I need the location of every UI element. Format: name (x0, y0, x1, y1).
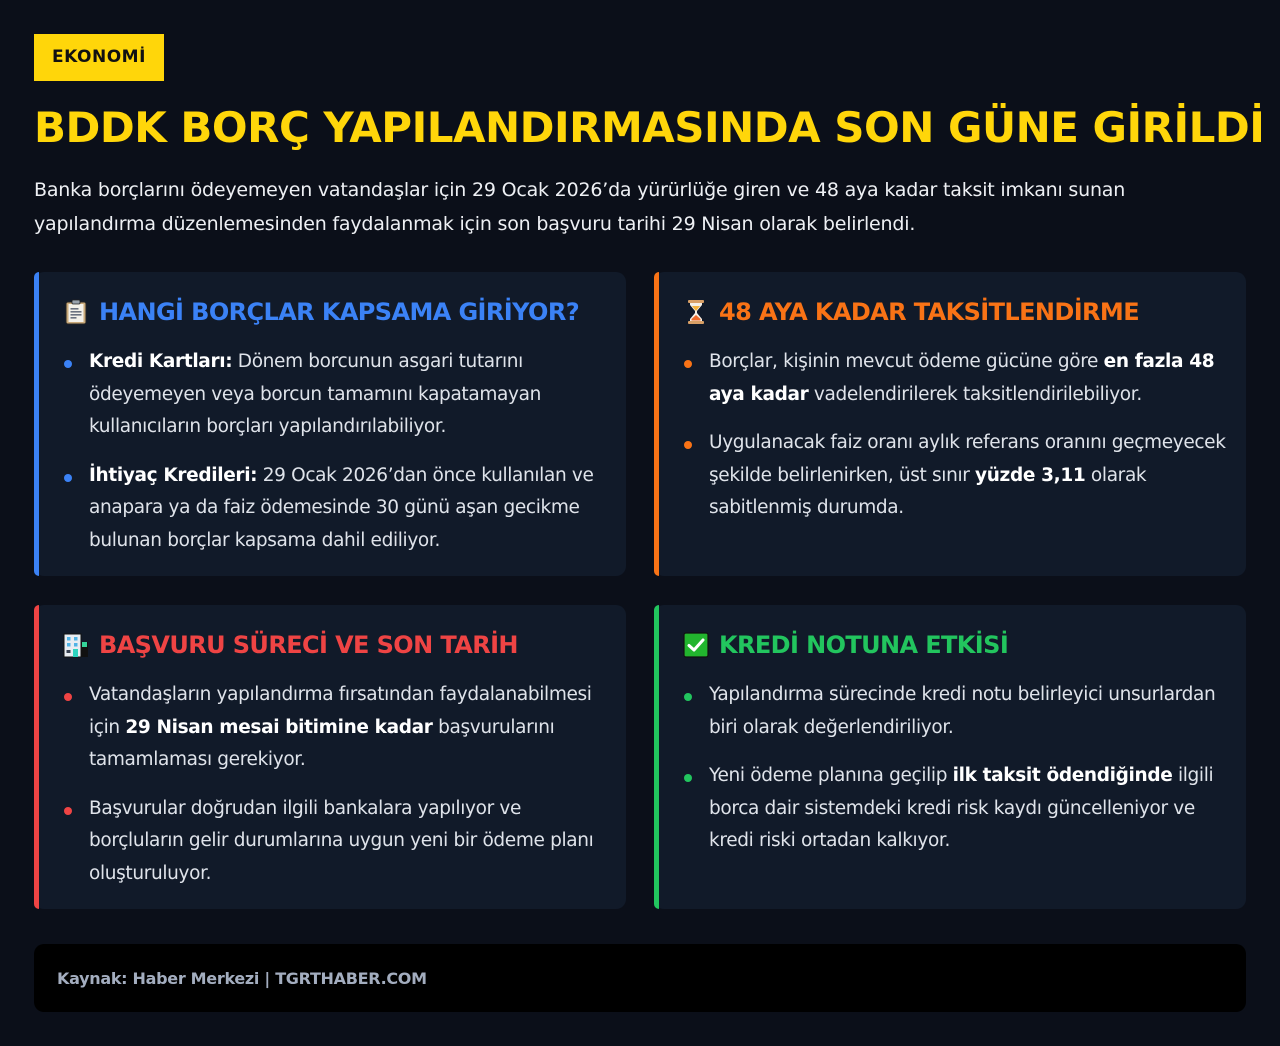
bullet-item (680, 760, 1226, 858)
bullet-text: Borçlar, kişinin mevcut ödeme gücüne göre (709, 351, 1104, 372)
source-credit: Kaynak: Haber Merkezi | TGRTHABER.COM (57, 968, 427, 988)
bank-building-icon (63, 632, 89, 658)
bullet-text: Dönem borcunun asgari tutarını ödeyemeyen veya borcun tamamını kapatamayan kullanıcıların borçları yapılandırılabiliyor. (89, 351, 541, 437)
bullet-item (60, 346, 606, 444)
bullet-item (680, 346, 1226, 411)
bullet-bold-text: İhtiyaç Kredileri: (89, 464, 258, 486)
source-footer (34, 944, 1246, 1012)
clipboard-icon (63, 299, 89, 325)
bullet-item (60, 793, 606, 891)
bullet-dot-icon (684, 693, 692, 701)
card-header (63, 294, 606, 330)
bullet-item (680, 427, 1226, 525)
check-mark-icon (683, 632, 709, 658)
bullet-list (60, 346, 606, 557)
bullet-text: olarak sabitlenmiş durumda. (709, 464, 1147, 518)
bullet-text: 29 Ocak 2026’dan önce kullanılan ve anapara ya da faiz ödemesinde 30 günü aşan gecikme bulunan borçlar kapsama dahil ediliyor. (89, 464, 594, 551)
card-installments (654, 272, 1246, 576)
bullet-text: Vatandaşların yapılandırma fırsatından faydalanabilmesi için (89, 684, 592, 738)
lead-paragraph: Banka borçlarını ödeyemeyen vatandaşlar için 29 Ocak 2026’da yürürlüğe giren ve 48 aya kadar taksit imkanı sunan yapılandırma düzenlemesinden faydalanmak için son başvuru tarihi 29 Nisan olarak belirlendi. (34, 179, 1126, 235)
bullet-text: başvurularını tamamlaması gerekiyor. (89, 716, 555, 770)
card-header (63, 627, 606, 663)
card-application-process (34, 605, 626, 909)
bullet-text: Başvurular doğrudan ilgili bankalara yapılıyor ve borçluların gelir durumlarına uygun yeni bir ödeme planı oluşturuluyor. (89, 797, 594, 884)
info-cards-grid (34, 272, 1246, 909)
bullet-list (680, 679, 1226, 858)
bullet-item (680, 679, 1226, 744)
bullet-dot-icon (684, 774, 692, 782)
bullet-text: Yapılandırma sürecinde kredi notu belirleyici unsurlardan biri olarak değerlendiriliyor. (709, 684, 1216, 738)
bullet-bold-text: ilk taksit ödendiğinde (952, 765, 1173, 786)
bullet-dot-icon (64, 693, 72, 701)
bullet-item (60, 460, 606, 558)
bullet-dot-icon (64, 474, 72, 482)
page-title: BDDK BORÇ YAPILANDIRMASINDA SON GÜNE GİRİLDİ (34, 103, 1265, 152)
bullet-text: ilgili borca dair sistemdeki kredi risk kaydı güncelleniyor ve kredi riski ortadan kalkıyor. (709, 765, 1214, 851)
bullet-text: vadelendirilerek taksitlendirilebiliyor. (808, 383, 1142, 405)
bullet-bold-text: 29 Nisan mesai bitimine kadar (125, 716, 433, 738)
category-badge: EKONOMİ (34, 34, 164, 81)
hourglass-icon (683, 299, 709, 325)
bullet-dot-icon (64, 807, 72, 815)
card-title: KREDİ NOTUNA ETKİSİ (719, 631, 1009, 659)
card-title: HANGİ BORÇLAR KAPSAMA GİRİYOR? (99, 298, 580, 326)
bullet-item (60, 679, 606, 777)
bullet-bold-text: yüzde 3,11 (975, 464, 1086, 486)
bullet-text: Uygulanacak faiz oranı aylık referans oranını geçmeyecek şekilde belirlenirken, üst sınır (709, 432, 1226, 486)
bullet-list (60, 679, 606, 890)
bullet-list (680, 346, 1226, 525)
bullet-text: Yeni ödeme planına geçilip (709, 765, 953, 786)
bullet-bold-text: Kredi Kartları: (89, 351, 233, 372)
card-header (683, 294, 1226, 330)
bullet-dot-icon (684, 441, 692, 449)
card-credit-score-effect (654, 605, 1246, 909)
card-covered-debts (34, 272, 626, 576)
card-title: 48 AYA KADAR TAKSİTLENDİRME (719, 298, 1139, 326)
bullet-dot-icon (684, 360, 692, 368)
bullet-bold-text: en fazla 48 aya kadar (709, 351, 1215, 405)
bullet-dot-icon (64, 360, 72, 368)
card-title: BAŞVURU SÜRECİ VE SON TARİH (99, 631, 518, 659)
card-header (683, 627, 1226, 663)
